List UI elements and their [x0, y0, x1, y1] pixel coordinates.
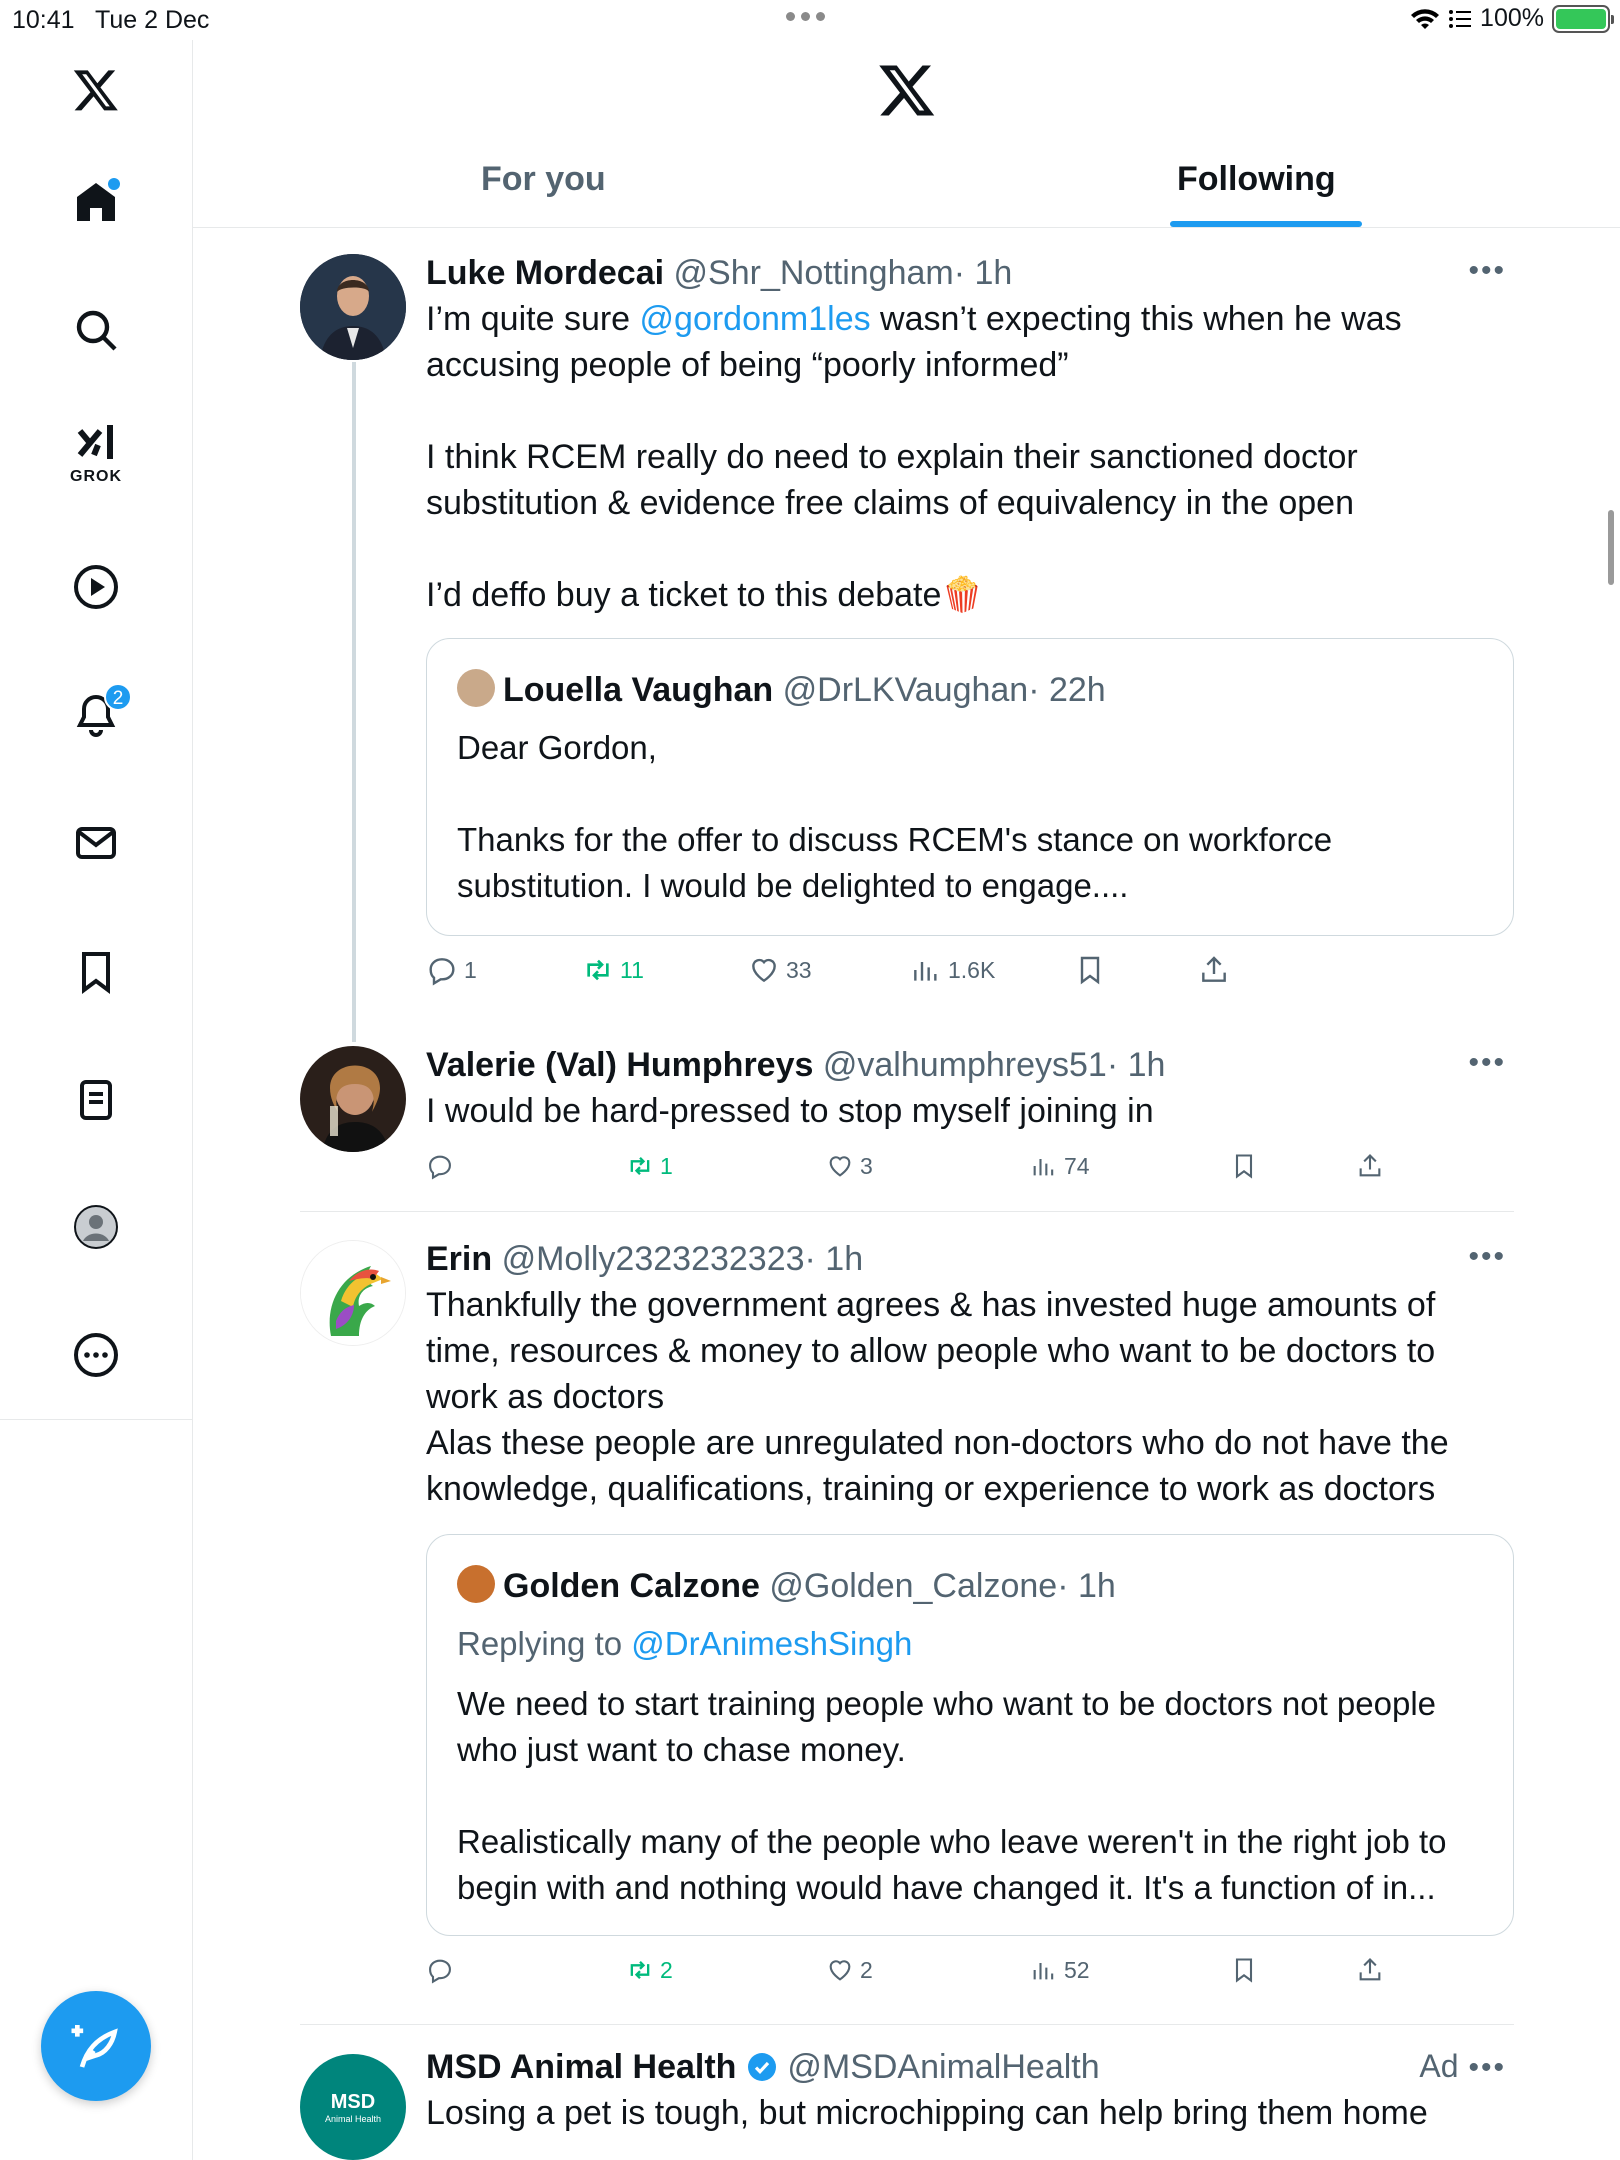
views-icon: [910, 954, 942, 986]
reply-button[interactable]: 1: [426, 954, 477, 986]
more-options-icon[interactable]: [66, 1325, 126, 1385]
post-header: [426, 1240, 1506, 1279]
quote-avatar: [457, 669, 495, 707]
avatar[interactable]: [300, 1046, 406, 1152]
battery-icon: [1552, 5, 1610, 33]
grok-label: GROK: [70, 468, 122, 485]
share-icon: [1356, 1152, 1384, 1180]
tab-for-you[interactable]: For you: [481, 160, 606, 198]
bookmark-icon: [1230, 1956, 1258, 1984]
notifications-icon[interactable]: [66, 685, 126, 745]
repost-button[interactable]: 1: [626, 1152, 673, 1180]
author-handle[interactable]: @Molly2323232323: [501, 1240, 805, 1278]
views-icon: [1030, 1956, 1058, 1984]
post-text: I’m quite sure @gordonm1les wasn’t expecting this when he was accusing people of being “poorly informed” I think RCEM really do need to explain their sanctioned doctor substitution & evidence free claims of equivalency in the open I’d deffo buy a ticket to this debate🍿: [426, 300, 1402, 614]
views-icon: [1030, 1152, 1058, 1180]
author-name[interactable]: MSD Animal Health: [426, 2048, 737, 2086]
share-icon: [1198, 954, 1230, 986]
share-button[interactable]: [1356, 1956, 1384, 1984]
bookmark-icon: [1074, 954, 1106, 986]
author-name[interactable]: Valerie (Val) Humphreys: [426, 1046, 814, 1084]
post-more-button[interactable]: •••: [1468, 254, 1506, 287]
bookmark-button[interactable]: [1230, 1956, 1258, 1984]
like-button[interactable]: 3: [826, 1152, 873, 1180]
quoted-post[interactable]: [426, 1534, 1514, 1936]
compose-feather-icon: [68, 2018, 124, 2074]
quote-text: Dear Gordon, Thanks for the offer to discuss RCEM's stance on workforce substitution. I would be delighted to engage....: [457, 729, 1333, 904]
list-icon: [1448, 8, 1472, 30]
verified-badge-icon: [746, 2051, 778, 2083]
scrollbar[interactable]: [1608, 510, 1614, 585]
post-time[interactable]: · 1h: [1106, 1046, 1166, 1084]
home-icon[interactable]: [66, 172, 126, 232]
tab-active-indicator: [1170, 221, 1362, 227]
battery-percent: 100%: [1480, 4, 1544, 32]
post-text: Thankfully the government agrees & has invested huge amounts of time, resources & money to allow people who want to be doctors to work as doctors Alas these people are unregulated non-doctors who do not have the knowledge, qualifications, training or experience to work as doctors: [426, 1286, 1449, 1508]
status-bar: [0, 0, 1620, 40]
mention-link[interactable]: @DrAnimeshSingh: [631, 1625, 913, 1662]
bookmark-icon: [1230, 1152, 1258, 1180]
ad-post[interactable]: [300, 2048, 1514, 2160]
share-icon: [1356, 1956, 1384, 1984]
reply-icon: [426, 1152, 454, 1180]
timeline-header: [193, 40, 1620, 228]
home-new-dot: [108, 178, 120, 190]
author-name[interactable]: Luke Mordecai: [426, 254, 665, 292]
post-more-button[interactable]: •••: [1468, 1240, 1506, 1273]
post-more-button[interactable]: Ad •••: [1419, 2048, 1506, 2084]
grok-icon[interactable]: [66, 420, 126, 485]
post-header: [426, 2048, 1506, 2087]
messages-icon[interactable]: [66, 813, 126, 873]
sidebar-divider: [192, 1420, 193, 2160]
lists-icon[interactable]: [66, 1070, 126, 1130]
post-time[interactable]: · 1h: [953, 254, 1013, 292]
like-button[interactable]: 2: [826, 1956, 873, 1984]
multitasking-dots[interactable]: [786, 12, 825, 21]
avatar[interactable]: [300, 254, 406, 360]
ad-label: Ad: [1419, 2048, 1459, 2084]
post[interactable]: [300, 1046, 1514, 1196]
x-logo-icon[interactable]: [66, 60, 126, 120]
post[interactable]: [300, 254, 1514, 1004]
quote-replying-to: Replying to @DrAnimeshSingh: [457, 1625, 913, 1662]
repost-button[interactable]: 2: [626, 1956, 673, 1984]
avatar[interactable]: [300, 2054, 406, 2160]
post-text: I would be hard-pressed to stop myself joining in: [426, 1092, 1154, 1130]
heart-icon: [826, 1956, 854, 1984]
post[interactable]: [300, 1240, 1514, 2000]
post-actions: [426, 1152, 1516, 1192]
quote-header: Golden Calzone @Golden_Calzone· 1h: [457, 1565, 1116, 1606]
bookmark-button[interactable]: [1074, 954, 1106, 986]
repost-icon: [582, 954, 614, 986]
status-time: 10:41: [12, 6, 75, 34]
post-header: [426, 1046, 1506, 1085]
post-actions: [426, 1956, 1516, 1996]
post-divider: [300, 1211, 1514, 1212]
post-header: [426, 254, 1506, 293]
avatar[interactable]: [300, 1240, 406, 1346]
status-right: [1410, 4, 1610, 33]
repost-icon: [626, 1956, 654, 1984]
quote-header: Louella Vaughan @DrLKVaughan· 22h: [457, 669, 1106, 710]
repost-button[interactable]: 11: [582, 954, 644, 986]
author-handle[interactable]: @MSDAnimalHealth: [787, 2048, 1100, 2086]
share-button[interactable]: [1356, 1152, 1384, 1180]
mention-link[interactable]: @gordonm1les: [639, 300, 871, 338]
post-more-button[interactable]: •••: [1468, 1046, 1506, 1079]
msd-logo-text: MSD: [330, 2090, 376, 2113]
heart-icon: [826, 1152, 854, 1180]
author-handle[interactable]: @valhumphreys51: [822, 1046, 1107, 1084]
reply-button[interactable]: [426, 1152, 454, 1180]
like-button[interactable]: 33: [748, 954, 812, 986]
views-button[interactable]: 52: [1030, 1956, 1090, 1984]
post-divider: [300, 2024, 1514, 2025]
views-button[interactable]: 1.6K: [910, 954, 995, 986]
reply-button[interactable]: [426, 1956, 454, 1984]
video-icon[interactable]: [66, 557, 126, 617]
msd-logo-subtext: Animal Health: [324, 2113, 382, 2124]
reply-icon: [426, 1956, 454, 1984]
author-handle[interactable]: @Shr_Nottingham: [673, 254, 954, 292]
wifi-icon: [1410, 7, 1440, 31]
profile-avatar-icon[interactable]: [66, 1197, 126, 1257]
reply-icon: [426, 954, 458, 986]
compose-post-button[interactable]: [41, 1991, 151, 2101]
bookmarks-icon[interactable]: [66, 942, 126, 1002]
header-x-logo-icon[interactable]: [877, 60, 937, 120]
heart-icon: [748, 954, 780, 986]
quote-text: We need to start training people who want to be doctors not people who just want to chase money. Realistically many of the people who leave weren't in the right job to begin with and nothing would have changed it. It's a function of in...: [457, 1685, 1447, 1906]
tab-following[interactable]: Following: [1177, 160, 1336, 198]
bookmark-button[interactable]: [1230, 1152, 1258, 1180]
search-icon[interactable]: [66, 300, 126, 360]
post-time[interactable]: · 1h: [804, 1240, 864, 1278]
views-button[interactable]: 74: [1030, 1152, 1090, 1180]
post-text: Losing a pet is tough, but microchipping can help bring them home: [426, 2094, 1428, 2132]
post-actions: [426, 954, 1516, 994]
share-button[interactable]: [1198, 954, 1230, 986]
status-date: Tue 2 Dec: [95, 6, 210, 34]
quoted-post[interactable]: [426, 638, 1514, 936]
popcorn-emoji: 🍿: [941, 576, 984, 614]
notifications-badge: 2: [104, 683, 132, 711]
repost-icon: [626, 1152, 654, 1180]
quote-avatar: [457, 1565, 495, 1603]
author-name[interactable]: Erin: [426, 1240, 493, 1278]
